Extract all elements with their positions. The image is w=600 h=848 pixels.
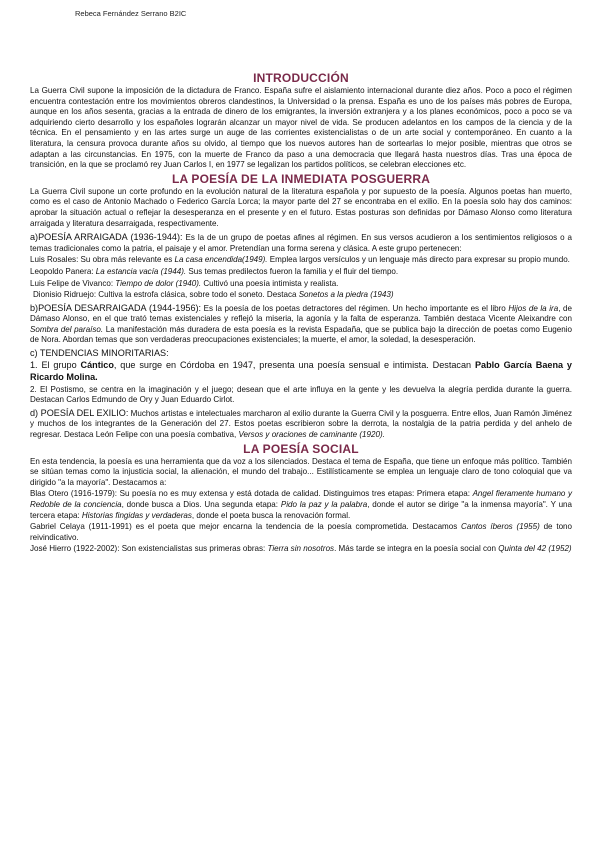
author-entry-celaya: Gabriel Celaya (1911-1991) es el poeta que mejor encarna la tendencia de la poesía comprometida. Destacamos Cantos íberos (1955) de tono reivindicativo. — [30, 522, 572, 542]
desarraigada-heading: b)POESÍA DESARRAIGADA (1944-1956): — [30, 302, 202, 313]
exilio-heading: d) POESÍA DEL EXILIO: — [30, 407, 129, 418]
author-entry-hierro: José Hierro (1922-2002): Son existencialistas sus primeras obras: Tierra sin nosotros. Más tarde se integra en la poesía social con Quinta del 42 (1952) — [30, 544, 572, 554]
section-title-introduccion: INTRODUCCIÓN — [253, 71, 349, 85]
desarraigada-paragraph: b)POESÍA DESARRAIGADA (1944-1956): Es la poesía de los poetas detractores del régimen. Un hecho importante es el libro Hijos de la ira, de Dámaso Alonso, en el que trató temas existenciales y reflejó la miseria, la agonía y la falta de esperanza. También destaca Vicente Aleixandre con Sombra del paraíso. La manifestación más duradera de esta poesía es la revista Espadaña, que se publica bajo la dirección de poetas como Eugenio de Nora. Abordan temas que son verdaderas preocupaciones existenciales; la muerte, el amor, la soledad, la desesperación. — [30, 302, 572, 345]
author-entry-vivanco: Luis Felipe de Vivanco: Tiempo de dolor (1940). Cultivó una poesía intimista y realista. — [30, 278, 339, 288]
intro-paragraph: La Guerra Civil supone la imposición de la dictadura de Franco. España sufre el aislamiento internacional durante diez años. Poco a poco el régimen encuentra contestación entre los movimientos obreros clandestinos, la Universidad o la prensa. España es uno de los países más pobres de Europa, aunque en los años sesenta, gracias a la entrada de dinero de los emigrantes, la inversión extranjera y a los planes económicos, poco a poco se va adquiriendo cierto desarrollo y los españoles lograrán alcanzar un mayor nivel de vida. Se producen adelantos en los campos de la ciencia y de la técnica. En el pensamiento y en las artes surge un auge de las corrientes existencialistas o de un arte social y contemporáneo. En cuanto a la literatura, la censura provoca durante años su olvido, al tiempo que los nuevos autores han de sortearlas lo mejor posible, mientras que otros se adaptan a las circunstancias. En 1975, con la muerte de Franco da paso a una democracia que llegará hasta nuestros días. Tras una época de transición, en la que se proclamó rey Juan Carlos I, en 1977 se legalizan los partidos políticos, se celebran elecciones etc. — [30, 86, 572, 170]
author-entry-ridruejo: Dionisio Ridruejo: Cultiva la estrofa clásica, sobre todo el soneto. Destaca Sonetos a la piedra (1943) — [33, 290, 394, 300]
arraigada-heading: a)POESÍA ARRAIGADA (1936-1944): — [30, 232, 183, 243]
minoritarias-heading: c) TENDENCIAS MINORITARIAS: — [30, 348, 169, 359]
postismo-paragraph: 2. El Postismo, se centra en la imaginación y el juego; desean que el arte influya en la gente y les devuelva la alegría perdida durante la guerra. Destacan Carlos Edmundo de Ory y Juan Eduardo Cirlot. — [30, 384, 572, 405]
section-title-social: LA POESÍA SOCIAL — [243, 441, 359, 456]
author-entry-rosales: Luis Rosales: Su obra más relevante es La casa encendida(1949). Emplea largos versículos y un lenguaje más directo para expresar su propio mundo. — [30, 255, 570, 265]
exilio-paragraph: d) POESÍA DEL EXILIO: Muchos artistas e intelectuales marcharon al exilio durante la Guerra Civil y la posguerra. Entre ellos, Juan Ramón Jiménez y muchos de los integrantes de la Generación del 27. Estos poetas escribieron sobre la derrota, la nostalgia de la patria perdida y del anhelo de regresar. Destaca León Felipe con una poesía combativa, Versos y oraciones de caminante (1920). — [30, 407, 572, 440]
author-entry-panera: Leopoldo Panera: La estancia vacía (1944). Sus temas predilectos fueron la familia y el fluir del tiempo. — [30, 266, 399, 276]
document-body — [30, 70, 572, 555]
social-paragraph: En esta tendencia, la poesía es una herramienta que da voz a los silenciados. Destaca el tema de España, que tiene un enfoque más político. También se sitúan temas como la injusticia social, la alienación, el mundo del trabajo... Estilísticamente se emplea un lenguaje claro de tono coloquial que va dirigido "a la mayoría". Destacamos a: — [30, 456, 572, 487]
posguerra-paragraph: La Guerra Civil supone un corte profundo en la evolución natural de la literatura española y por supuesto de la poesía. Algunos poetas han muerto, como es el caso de Antonio Machado o Federico García Lorca; la mayor parte del 27 se encontraba en el exilio. En la poesía solo hay dos caminos: aprobar la situación actual o reflejar la desesperanza en el presente y en el futuro. Estas posturas son definidas por Dámaso Alonso como literatura arraigada y literatura desarraigada, respectivamente. — [30, 186, 572, 228]
cantico-paragraph: 1. El grupo Cántico, que surge en Córdoba en 1947, presenta una poesía sensual e intimista. Destacan Pablo García Baena y Ricardo Molina. — [30, 360, 572, 383]
arraigada-paragraph: a)POESÍA ARRAIGADA (1936-1944): Es la de un grupo de poetas afines al régimen. En sus versos acudieron a los sentimientos religiosos o a temas tradicionales como la patria, el paisaje y el amor. Pretendían una forma serena y clásica. A este grupo pertenecen: — [30, 232, 572, 253]
author-entry-otero: Blas Otero (1916-1979): Su poesía no es muy extensa y está dotada de calidad. Distinguimos tres etapas: Primera etapa: Angel fieramente humano y Redoble de la conciencia, donde busca a Dios. Una segunda etapa: Pido la paz y la palabra, donde el autor se dirige "a la inmensa mayoría". Y una tercera etapa: Historias fingidas y verdaderas, donde el poeta busca la renovación formal. — [30, 489, 573, 520]
author-header: Rebeca Fernández Serrano B2IC — [75, 9, 187, 18]
section-title-posguerra: LA POESÍA DE LA INMEDIATA POSGUERRA — [171, 171, 431, 186]
